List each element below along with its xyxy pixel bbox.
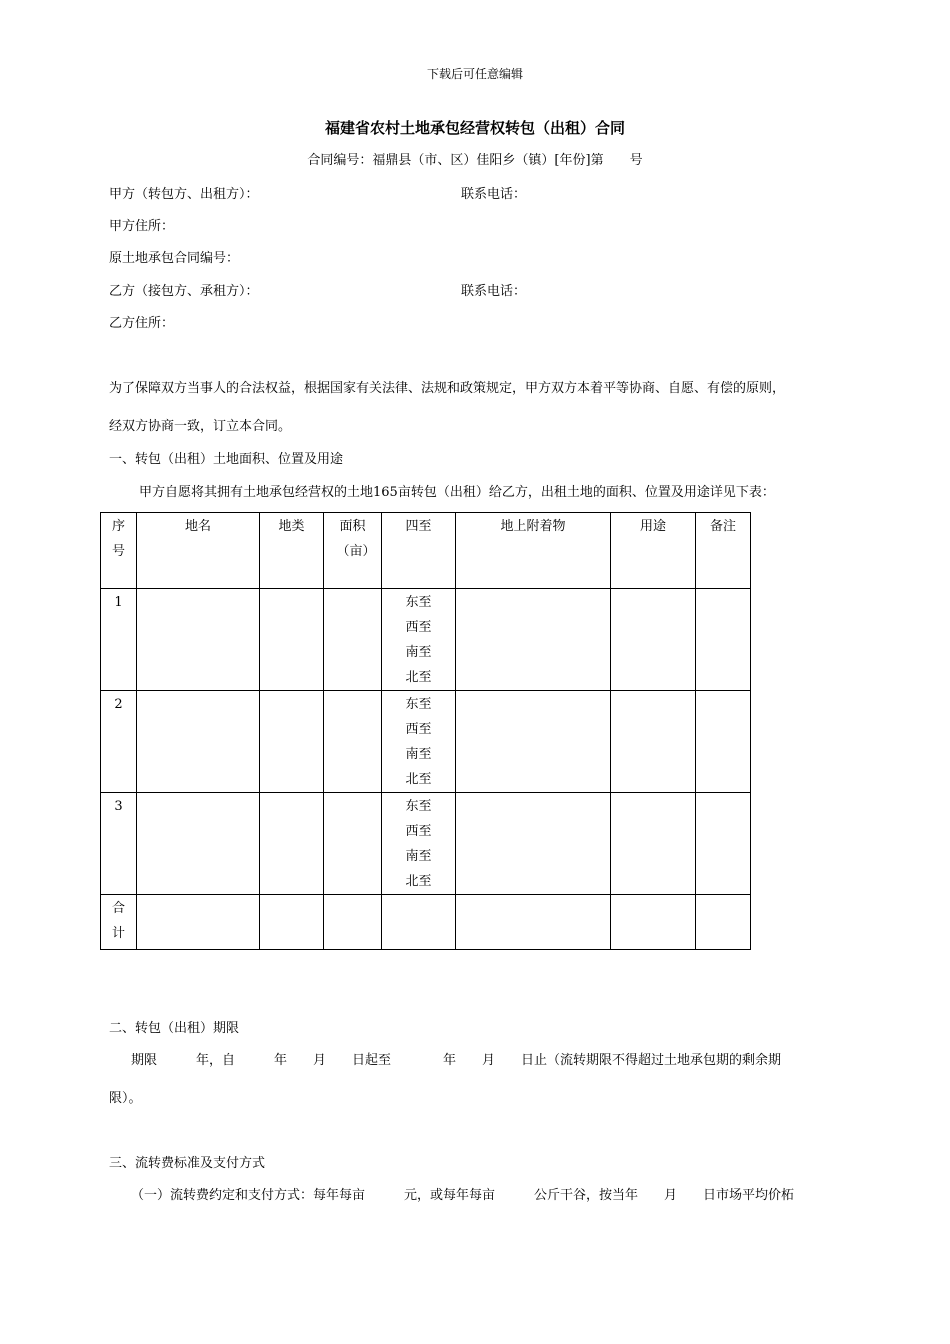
cell-land-type: [260, 793, 324, 895]
cell-purpose: [611, 793, 696, 895]
boundary-west: 西至: [405, 824, 432, 839]
boundary-north: 北至: [405, 772, 432, 787]
boundary-east: 东至: [405, 697, 432, 712]
boundary-west: 西至: [405, 722, 432, 737]
total-label: 合计: [101, 895, 137, 950]
cell-area: [324, 793, 382, 895]
header-remarks: 备注: [696, 513, 751, 589]
cell-place-name: [137, 895, 260, 950]
section-2-line-2: 限）。: [109, 1091, 142, 1106]
header-no: 序号: [101, 513, 137, 589]
boundary-west: 西至: [405, 620, 432, 635]
party-b-phone-label: 联系电话：: [461, 284, 527, 299]
section-1-heading: 一、转包（出租）土地面积、位置及用途: [109, 452, 344, 467]
header-attachments: 地上附着物: [456, 513, 611, 589]
cell-boundaries: [382, 691, 456, 793]
row-number: 1: [101, 589, 137, 691]
section-3-heading: 三、流转费标准及支付方式: [109, 1156, 266, 1171]
cell-area: [324, 895, 382, 950]
row-number: 2: [101, 691, 137, 793]
boundary-south: 南至: [405, 747, 432, 762]
cell-attachments: [456, 691, 611, 793]
boundary-south: 南至: [405, 849, 432, 864]
section-2-line-1: 期限 年，自 年 月 日起至 年 月 日止（流转期限不得超过土地承包期的剩余期: [131, 1053, 782, 1068]
header-area: 面积（亩）: [324, 513, 382, 589]
header-note: 下载后可任意编辑: [426, 67, 523, 81]
table-row: [101, 589, 751, 691]
cell-place-name: [137, 589, 260, 691]
cell-remarks: [696, 793, 751, 895]
cell-boundaries: [382, 793, 456, 895]
cell-purpose: [611, 691, 696, 793]
cell-land-type: [260, 589, 324, 691]
cell-place-name: [137, 793, 260, 895]
party-a-label: 甲方（转包方、出租方）：: [109, 187, 259, 202]
cell-purpose: [611, 589, 696, 691]
contract-number: 合同编号：福鼎县（市、区）佳阳乡（镇）[年份]第 号: [307, 153, 643, 168]
section-1-text: 甲方自愿将其拥有土地承包经营权的土地165亩转包（出租）给乙方，出租土地的面积、位置及用途详见下表：: [139, 485, 775, 500]
cell-land-type: [260, 895, 324, 950]
original-contract-number-label: 原土地承包合同编号：: [109, 251, 240, 266]
cell-purpose: [611, 895, 696, 950]
boundary-north: 北至: [405, 874, 432, 889]
cell-remarks: [696, 691, 751, 793]
party-b-label: 乙方（接包方、承租方）：: [109, 284, 259, 299]
cell-attachments: [456, 589, 611, 691]
header-land-type: 地类: [260, 513, 324, 589]
preamble-line-1: 为了保障双方当事人的合法权益，根据国家有关法律、法规和政策规定，甲方双方本着平等协商、自愿、有偿的原则，: [109, 381, 786, 396]
cell-area: [324, 589, 382, 691]
cell-attachments: [456, 895, 611, 950]
cell-boundaries: [382, 895, 456, 950]
cell-remarks: [696, 895, 751, 950]
cell-land-type: [260, 691, 324, 793]
preamble-line-2: 经双方协商一致，订立本合同。: [109, 419, 292, 434]
boundary-east: 东至: [405, 595, 432, 610]
section-3-line-1: （一）流转费约定和支付方式：每年每亩 元，或每年每亩 公斤干谷，按当年 月 日市场平均价柘: [131, 1188, 795, 1203]
party-b-address-label: 乙方住所：: [109, 316, 175, 331]
header-place-name: 地名: [137, 513, 260, 589]
table-row: [101, 691, 751, 793]
section-2-heading: 二、转包（出租）期限: [109, 1021, 240, 1036]
party-a-address-label: 甲方住所：: [109, 219, 175, 234]
page-title: 福建省农村土地承包经营权转包（出租）合同: [324, 119, 625, 137]
cell-remarks: [696, 589, 751, 691]
cell-boundaries: [382, 589, 456, 691]
cell-attachments: [456, 793, 611, 895]
table-total-row: [101, 895, 751, 950]
row-number: 3: [101, 793, 137, 895]
party-a-phone-label: 联系电话：: [461, 187, 527, 202]
table-row: [101, 793, 751, 895]
boundary-north: 北至: [405, 670, 432, 685]
boundary-south: 南至: [405, 645, 432, 660]
table-header-row: [101, 513, 751, 589]
cell-area: [324, 691, 382, 793]
header-boundaries: 四至: [382, 513, 456, 589]
land-table: [100, 512, 751, 950]
boundary-east: 东至: [405, 799, 432, 814]
cell-place-name: [137, 691, 260, 793]
header-purpose: 用途: [611, 513, 696, 589]
